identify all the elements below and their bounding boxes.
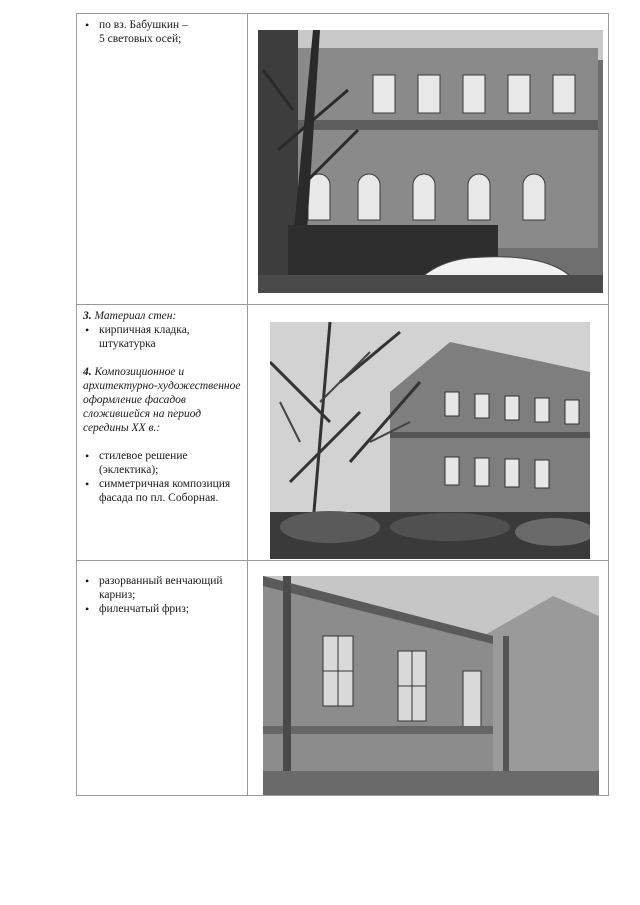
building-facade-photo: [263, 576, 599, 795]
bullet-list: [83, 18, 243, 46]
table-row: [77, 305, 608, 561]
list-item: • симметричная композиция фасада по пл. Соборная.: [83, 477, 243, 505]
bullet-list: [83, 574, 243, 616]
list-item: • по вз. Бабушкин – 5 световых осей;: [83, 18, 243, 46]
section-heading: [83, 365, 243, 435]
section-title: Материал стен:: [94, 310, 177, 322]
list-item: • стилевое решение (эклектика);: [83, 449, 243, 477]
section-title: Композиционное и архитектурно-художественное оформление фасадов сложившейся на период середины XX в.:: [83, 366, 241, 434]
document-table: [76, 13, 609, 796]
bullet-list: [83, 449, 243, 505]
list-item: • разорванный венчающий карниз;: [83, 574, 243, 602]
section-number: 3.: [83, 310, 92, 322]
list-item: • филенчатый фриз;: [83, 602, 243, 616]
bullet-list: [83, 323, 243, 351]
table-row: [77, 14, 608, 305]
photo-cell: [248, 14, 608, 304]
text-cell: [77, 305, 248, 560]
section-number: 4.: [83, 366, 92, 378]
table-row: [77, 561, 608, 795]
section-heading: [83, 309, 243, 323]
building-facade-photo: [258, 30, 603, 293]
list-item: • кирпичная кладка, штукатурка: [83, 323, 243, 351]
building-facade-photo: [270, 322, 590, 559]
photo-cell: [248, 305, 608, 560]
text-cell: [77, 561, 248, 795]
text-cell: [77, 14, 248, 304]
photo-cell: [248, 561, 608, 795]
